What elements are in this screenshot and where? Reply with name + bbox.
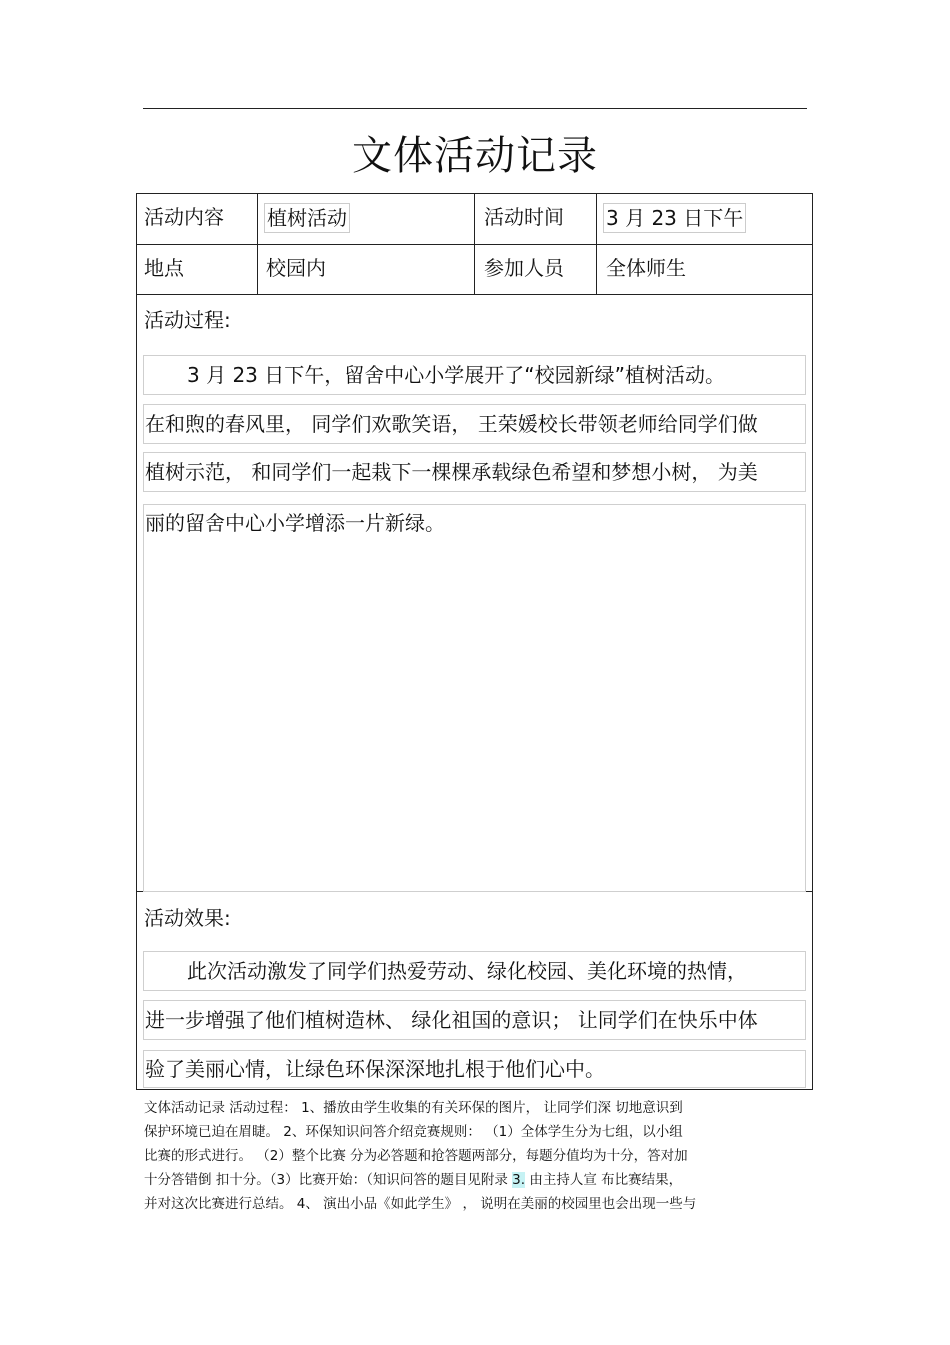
process-line-2: 在和煦的春风里， 同学们欢歌笑语， 王荣媛校长带领老师给同学们做: [145, 412, 758, 436]
process-line-1: 3 月 23 日下午，留舍中心小学展开了“校园新绿”植树活动。: [187, 363, 725, 387]
value-participants: 全体师生: [606, 256, 686, 280]
process-line-4: 丽的留舍中心小学增添一片新绿。: [145, 511, 445, 535]
notes-line-4: [144, 1168, 804, 1192]
label-participants: 参加人员: [484, 256, 564, 280]
notes-line-4-part-3: 由主持人宣 布比赛结果，: [525, 1172, 683, 1188]
notes-line-2: 保护环境已迫在眉睫。 2、环保知识问答介绍竞赛规则： （1）全体学生分为七组，以小组: [144, 1124, 683, 1140]
value-activity-time: 3 月 23 日下午: [603, 203, 746, 233]
value-activity-content: 植树活动: [264, 203, 350, 233]
process-line-3: 植树示范， 和同学们一起栽下一棵棵承载绿色希望和梦想小树， 为美: [145, 460, 758, 484]
process-heading: 活动过程:: [144, 308, 231, 332]
col-divider-1: [257, 194, 258, 294]
effect-line-2: 进一步增强了他们植树造林、 绿化祖国的意识； 让同学们在快乐中体: [145, 1008, 758, 1032]
effect-heading: 活动效果:: [144, 906, 231, 930]
notes-line-4-part-1: 十分答错倒 扣十分。（3）比赛开始：（知识问答的题目见附录: [144, 1172, 513, 1188]
label-activity-time: 活动时间: [484, 205, 564, 229]
label-activity-content: 活动内容: [144, 205, 224, 229]
notes-line-3: 比赛的形式进行。 （2）整个比赛 分为必答题和抢答题两部分，每题分值均为十分，答对加: [144, 1148, 688, 1164]
notes-section: [144, 1096, 804, 1216]
notes-line-5: 并对这次比赛进行总结。 4、 演出小品《如此学生》 ， 说明在美丽的校园里也会出现一些与: [144, 1196, 697, 1212]
effect-line-box-1: [143, 951, 806, 991]
process-line-box-3: [143, 452, 806, 492]
page-title: 文体活动记录: [352, 133, 598, 179]
process-line-box-2: [143, 404, 806, 444]
top-rule: [143, 108, 807, 109]
effect-line-box-3: [143, 1050, 806, 1088]
value-location: 校园内: [266, 256, 326, 280]
notes-highlight-marker: 3.: [512, 1172, 526, 1188]
label-location: 地点: [144, 256, 184, 280]
process-line-box-1: [143, 355, 806, 395]
effect-line-3: 验了美丽心情，让绿色环保深深地扎根于他们心中。: [145, 1057, 605, 1081]
col-divider-2: [474, 194, 475, 294]
col-divider-3: [596, 194, 597, 294]
notes-line-1: 文体活动记录 活动过程： 1、播放由学生收集的有关环保的图片， 让同学们深 切地意识到: [144, 1100, 683, 1116]
record-table: [136, 193, 813, 1090]
row-divider-2: [137, 294, 812, 295]
effect-line-box-2: [143, 1000, 806, 1040]
process-text-area: [143, 504, 806, 892]
effect-line-1: 此次活动激发了同学们热爱劳动、绿化校园、美化环境的热情，: [187, 959, 747, 983]
